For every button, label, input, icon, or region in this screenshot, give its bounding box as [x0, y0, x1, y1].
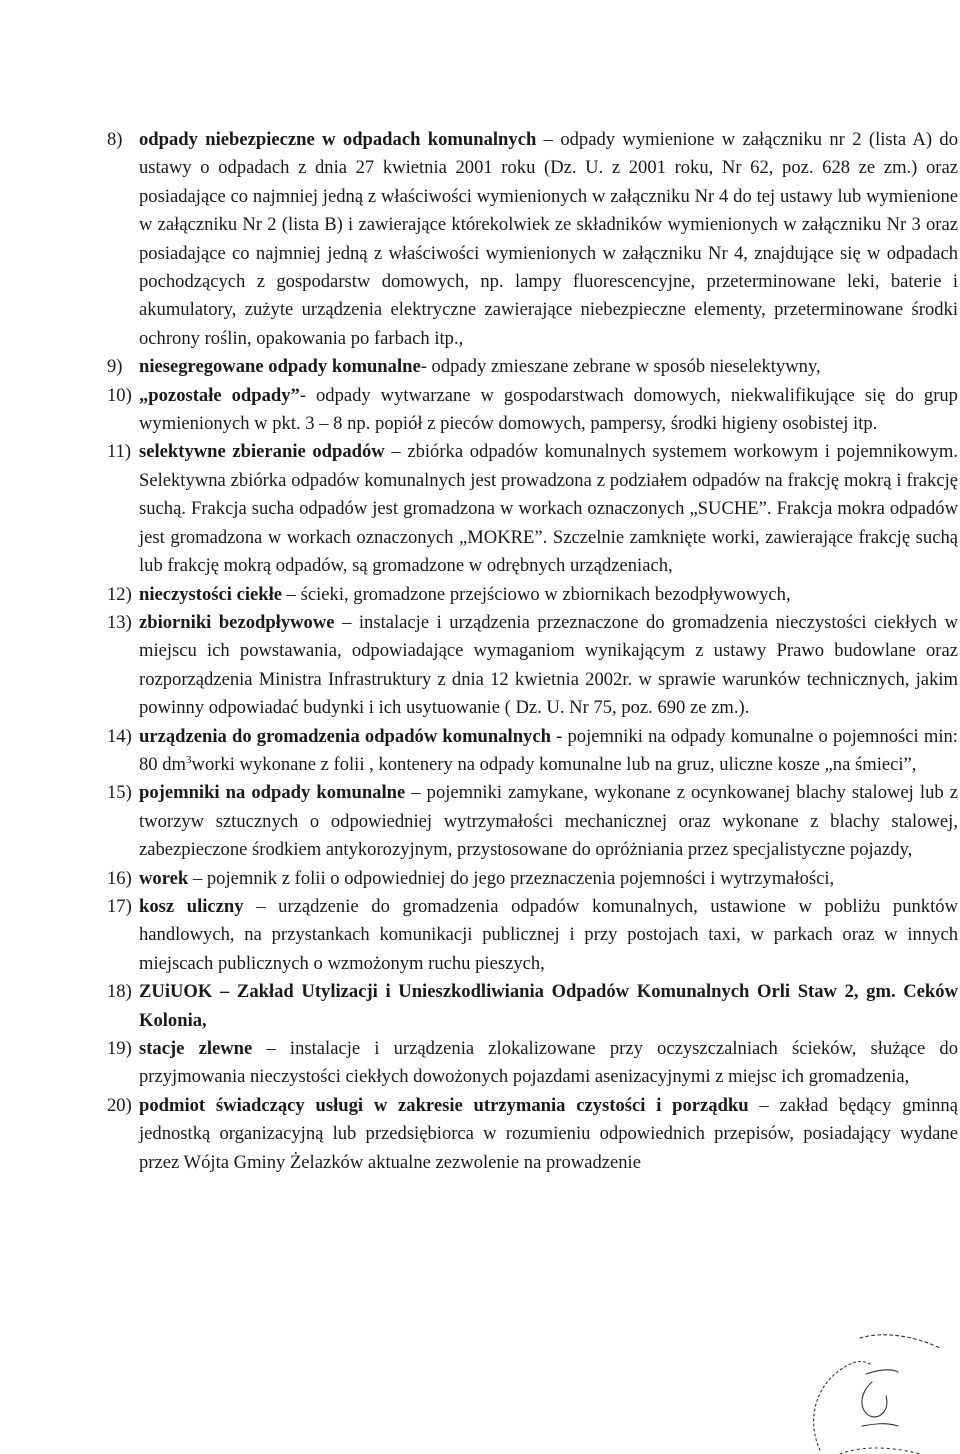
item-number: 15): [107, 782, 132, 804]
definition-term: „pozostałe odpady”: [139, 384, 300, 406]
definition-item-19: [108, 1035, 958, 1092]
definition-item-14: [108, 723, 958, 780]
definition-term: niesegregowane odpady komunalne: [139, 356, 421, 378]
definition-text: – pojemnik z folii o odpowiedniej do jego przeznaczenia pojemności i wytrzymałości,: [188, 867, 835, 889]
definition-item-17: [108, 893, 958, 978]
definition-text: – instalacje i urządzenia przeznaczone do gromadzenia nieczystości ciekłych w miejscu ich powstawania, odpowiadające wymaganiom wynikającym z ustawy Prawo budowlane oraz rozporządzenia Ministra Infrastruktury z dnia 12 kwietnia 2002r. w sprawie warunków technicznych, jakim powinny odpowiadać budynki i ich usytuowanie ( Dz. U. Nr 75, poz. 690 ze zm.).: [139, 611, 958, 719]
definition-term: worek: [139, 867, 189, 889]
definition-text: - odpady zmieszane zebrane w sposób nieselektywny,: [420, 356, 821, 378]
item-number: 18): [107, 981, 132, 1003]
definition-item-20: [108, 1092, 958, 1177]
definition-term: urządzenia do gromadzenia odpadów komunalnych: [139, 725, 551, 747]
definition-text: – ścieki, gromadzone przejściowo w zbiornikach bezodpływowych,: [282, 583, 791, 605]
item-number: 12): [107, 583, 132, 605]
definition-item-18: [108, 978, 958, 1035]
definition-item-15: [108, 779, 958, 864]
definition-text: - odpady wytwarzane w gospodarstwach domowych, niekwalifikujące się do grup wymienionych w pkt. 3 – 8 np. popiół z pieców domowych, pampersy, środki higieny osobistej itp.: [139, 384, 958, 435]
definition-item-10: [108, 382, 958, 439]
definition-item-8: [108, 126, 958, 353]
item-number: 8): [107, 129, 123, 150]
definition-item-12: [108, 581, 958, 609]
item-number: 16): [107, 867, 132, 889]
definition-term: ZUiUOK – Zakład Utylizacji i Unieszkodliwiania Odpadów Komunalnych Orli Staw 2, gm. Ceków Kolonia,: [139, 981, 958, 1031]
definition-term: stacje zlewne: [139, 1038, 253, 1059]
definition-text: – urządzenie do gromadzenia odpadów komunalnych, ustawione w pobliżu punktów handlowych, na przystankach komunikacji publicznej i przy postojach taxi, w parkach oraz w innych miejscach publicznych o wzmożonym ruchu pieszych,: [139, 895, 958, 974]
item-number: 20): [107, 1094, 132, 1116]
definition-item-16: [108, 865, 958, 893]
definition-item-11: [108, 438, 958, 580]
definition-text: – odpady wymienione w załączniku nr 2 (lista A) do ustawy o odpadach z dnia 27 kwietnia 2001 roku (Dz. U. z 2001 roku, Nr 62, poz. 628 ze zm.) oraz posiadające co najmniej jedną z właściwości wymienionych w załączniku Nr 4 do tej ustawy lub wymienione w załączniku Nr 2 (lista B) i zawierające którekolwiek ze składników wymienionych w załączniku Nr 3 oraz posiadające co najmniej jedną z właściwości wymienionych w załączniku Nr 4, znajdujące się w odpadach pochodzących z gospodarstw domowych, np. lampy fluorescencyjne, przeterminowane leki, baterie i akumulatory, zużyte urządzenia elektryczne zawierające niebezpieczne elementy, przeterminowane środki ochrony roślin, opakowania po farbach itp.,: [139, 129, 958, 349]
handwritten-signature: [800, 1330, 960, 1454]
item-number: 10): [107, 384, 132, 406]
definition-text-continued: worki wykonane z folii , kontenery na odpady komunalne lub na gruz, uliczne kosze „na śmieci”,: [191, 753, 917, 775]
definition-term: podmiot świadczący usługi w zakresie utrzymania czystości i porządku: [139, 1094, 749, 1116]
definition-text: – zakład będący gminną jednostką organizacyjną lub przedsiębiorca w rozumieniu odpowiednich przepisów, posiadający wydane przez Wójta Gminy Żelazków aktualne zezwolenie na prowadzenie: [139, 1094, 958, 1173]
definition-term: pojemniki na odpady komunalne: [139, 782, 406, 804]
definition-item-13: [108, 609, 958, 723]
definition-term: kosz uliczny: [139, 895, 244, 917]
definition-text: - pojemniki na odpady komunalne o pojemności min: 80 dm: [139, 725, 958, 775]
definitions-list: [108, 126, 958, 1177]
item-number: 13): [107, 611, 132, 633]
definition-text: – pojemniki zamykane, wykonane z ocynkowanej blachy stalowej lub z tworzyw sztucznych o odpowiedniej wytrzymałości mechanicznej oraz wykonane z blachy stalowej, zabezpieczone środkiem antykorozyjnym, przystosowane do opróżniania przez specjalistyczne pojazdy,: [139, 782, 958, 861]
item-number: 17): [107, 895, 132, 917]
definition-item-9: [108, 353, 958, 381]
definition-text: – zbiórka odpadów komunalnych systemem workowym i pojemnikowym. Selektywna zbiórka odpadów komunalnych jest prowadzona z podziałem odpadów na frakcję mokrą i frakcję suchą. Frakcja sucha odpadów jest gromadzona w workach oznaczonych „SUCHE”. Frakcja mokra odpadów jest gromadzona w workach oznaczonych „MOKRE”. Szczelnie zamknięte worki, zawierające frakcję suchą lub frakcję mokrą odpadów, są gromadzone w odrębnych urządzeniach,: [139, 441, 958, 577]
item-number: 14): [107, 725, 132, 747]
item-number: 11): [107, 441, 132, 463]
definition-text: – instalacje i urządzenia zlokalizowane przy oczyszczalniach ścieków, służące do przyjmowania nieczystości ciekłych dowożonych pojazdami asenizacyjnymi z miejsc ich gromadzenia,: [139, 1038, 958, 1088]
superscript-exponent: 3: [186, 753, 192, 766]
definition-term: odpady niebezpieczne w odpadach komunalnych: [139, 129, 537, 150]
item-number: 9): [107, 356, 123, 378]
item-number: 19): [107, 1038, 132, 1059]
definition-term: nieczystości ciekłe: [139, 583, 283, 605]
definition-term: zbiorniki bezodpływowe: [139, 611, 335, 633]
definition-term: selektywne zbieranie odpadów: [139, 441, 385, 463]
